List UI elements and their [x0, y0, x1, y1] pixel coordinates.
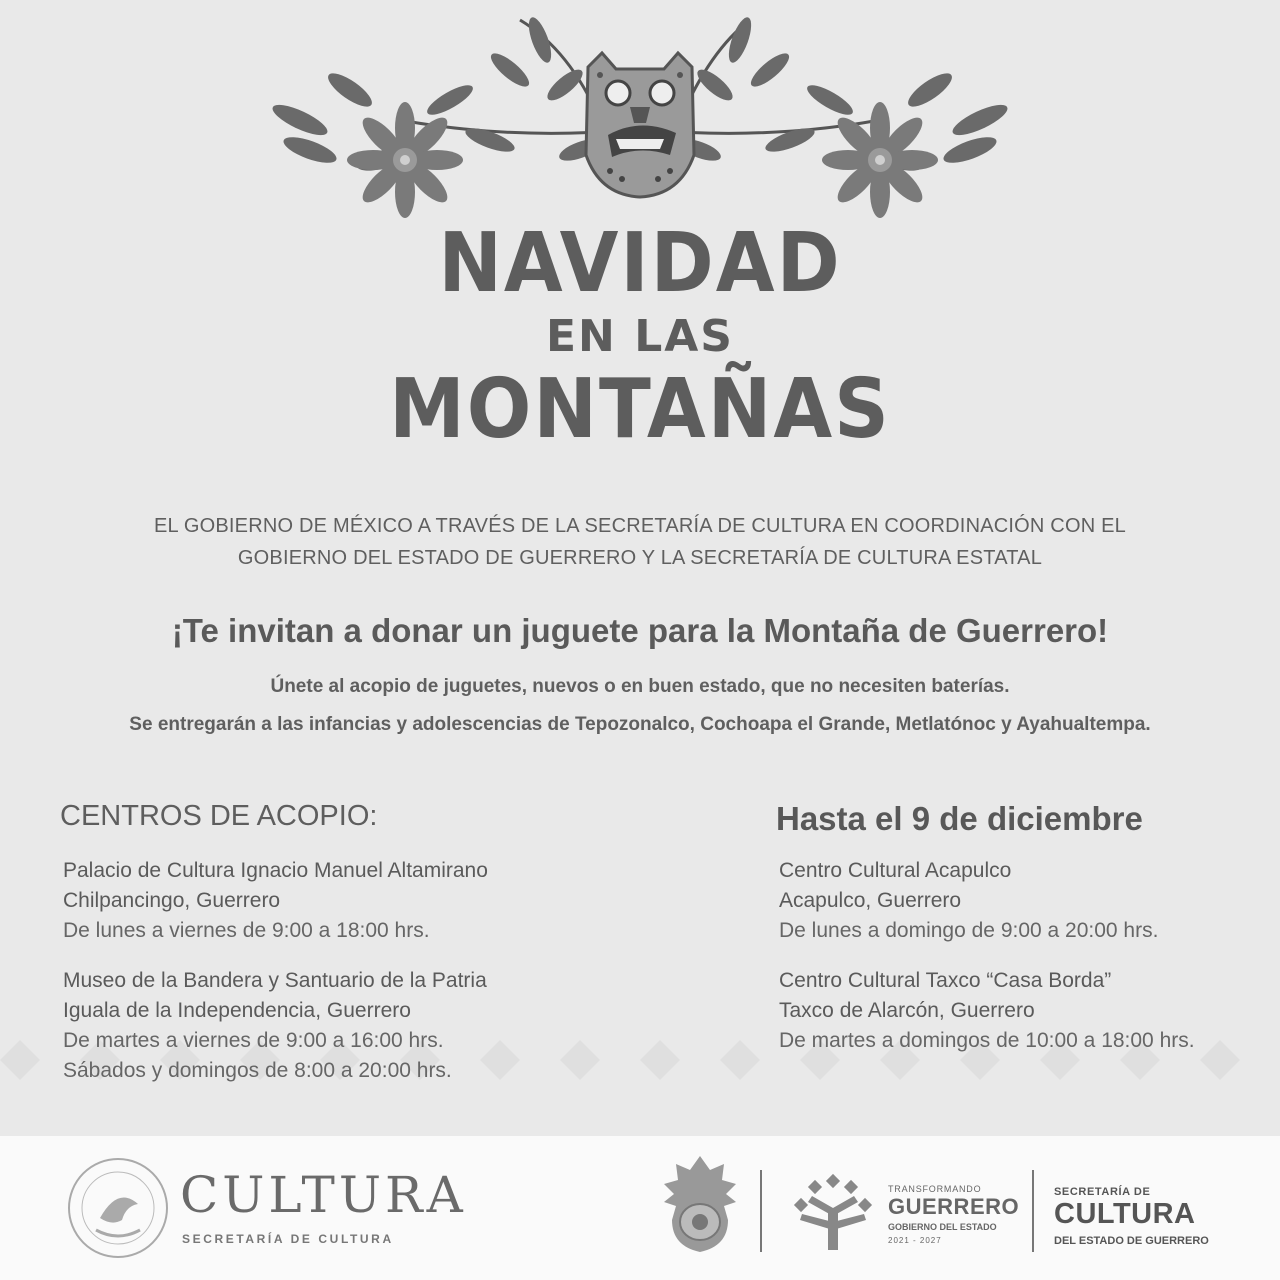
guerrero-line-2: GUERRERO	[888, 1194, 1020, 1219]
intro-text	[0, 510, 1280, 574]
title-line-3: MONTAÑAS	[389, 360, 891, 457]
guerrero-line-4: 2021 - 2027	[888, 1236, 942, 1245]
venue-hours: Sábados y domingos de 8:00 a 20:00 hrs.	[63, 1059, 452, 1082]
title-line-2: EN LAS	[546, 311, 734, 362]
flower-icon	[347, 102, 463, 218]
deadline-heading: Hasta el 9 de diciembre	[776, 800, 1143, 837]
divider	[760, 1170, 762, 1252]
venue-name: Centro Cultural Acapulco	[779, 859, 1012, 882]
collection-centers-heading: CENTROS DE ACOPIO:	[60, 800, 378, 832]
guerrero-line-1: TRANSFORMANDO	[888, 1184, 982, 1194]
venue-hours: De lunes a viernes de 9:00 a 18:00 hrs.	[63, 919, 430, 942]
venue-name: Palacio de Cultura Ignacio Manuel Altamirano	[63, 859, 488, 882]
venue-city: Iguala de la Independencia, Guerrero	[63, 999, 411, 1022]
venue-city: Chilpancingo, Guerrero	[63, 889, 281, 912]
mexico-seal-icon	[66, 1156, 170, 1260]
title	[0, 214, 1280, 457]
venue	[63, 966, 700, 1086]
venue-name: Museo de la Bandera y Santuario de la Patria	[63, 969, 487, 992]
venue-city: Acapulco, Guerrero	[779, 889, 962, 912]
venue	[779, 856, 1256, 946]
state-culture-line-3: DEL ESTADO DE GUERRERO	[1054, 1235, 1209, 1247]
collection-centers-left	[60, 800, 700, 1106]
subtext-line-2: Se entregarán a las infancias y adolescencias de Tepozonalco, Cochoapa el Grande, Metlatónoc y Ayahualtempa.	[129, 714, 1151, 735]
venue-hours: De lunes a domingo de 9:00 a 20:00 hrs.	[779, 919, 1159, 942]
intro-line-1: EL GOBIERNO DE MÉXICO A TRAVÉS DE LA SECRETARÍA DE CULTURA EN COORDINACIÓN CON EL	[154, 515, 1126, 537]
jaguar-mask-icon	[586, 53, 694, 197]
guerrero-line-3: GOBIERNO DEL ESTADO	[888, 1222, 997, 1232]
state-culture-line-1: SECRETARÍA DE	[1054, 1186, 1151, 1198]
venue	[63, 856, 700, 946]
venue-hours: De martes a domingos de 10:00 a 18:00 hrs.	[779, 1029, 1195, 1052]
state-culture-line-2: CULTURA	[1054, 1198, 1196, 1230]
flower-icon	[822, 102, 938, 218]
venue	[779, 966, 1256, 1056]
divider	[1032, 1170, 1034, 1252]
collection-centers-right	[776, 800, 1256, 1076]
venue-name: Centro Cultural Taxco “Casa Borda”	[779, 969, 1112, 992]
tree-icon	[790, 1172, 876, 1252]
subtext-line-1: Únete al acopio de juguetes, nuevos o en buen estado, que no necesiten baterías.	[270, 676, 1010, 697]
venue-city: Taxco de Alarcón, Guerrero	[779, 999, 1035, 1022]
cultura-logo-subtitle: SECRETARÍA DE CULTURA	[182, 1232, 394, 1246]
intro-line-2: GOBIERNO DEL ESTADO DE GUERRERO Y LA SECRETARÍA DE CULTURA ESTATAL	[237, 547, 1043, 569]
cultura-logo-word: CULTURA	[180, 1166, 467, 1224]
ornament	[270, 10, 1010, 240]
venue-hours: De martes a viernes de 9:00 a 16:00 hrs.	[63, 1029, 444, 1052]
headline: ¡Te invitan a donar un juguete para la Montaña de Guerrero!	[171, 612, 1109, 649]
guerrero-shield-icon	[662, 1154, 738, 1254]
footer-logos	[0, 1136, 1280, 1280]
title-line-1: NAVIDAD	[438, 214, 842, 311]
